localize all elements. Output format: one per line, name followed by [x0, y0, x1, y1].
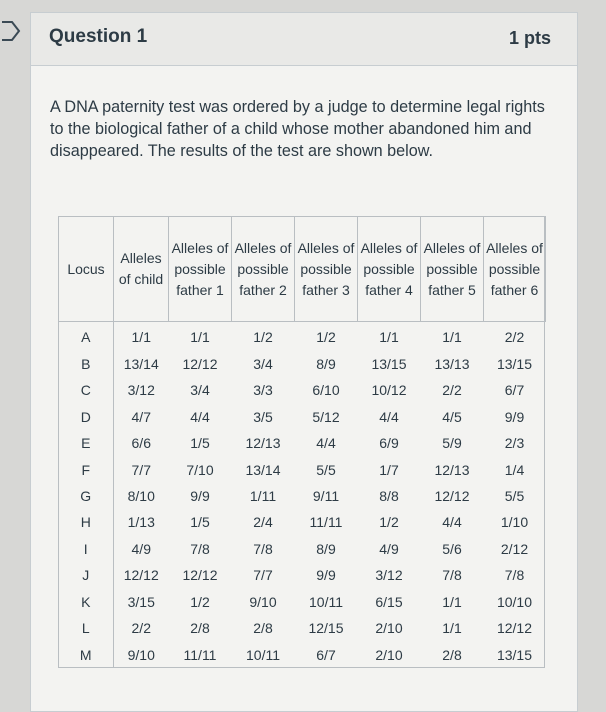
- father-3-allele-cell: 9/11: [312, 487, 340, 504]
- father-3-allele-cell: 5/12: [312, 408, 340, 425]
- father-4-allele-cell: 13/15: [371, 355, 407, 372]
- father-2-allele-cell: 3/4: [253, 355, 273, 372]
- father-1-allele-cell: 2/8: [190, 620, 210, 637]
- father-1-allele-cell: 1/2: [190, 593, 210, 610]
- locus-cell: G: [59, 483, 114, 509]
- child-allele-cell: 3/12: [127, 382, 155, 399]
- father-4-allele-cell: 3/12: [375, 567, 403, 584]
- child-allele-cell: 13/14: [123, 355, 159, 372]
- locus-cell: L: [59, 615, 114, 641]
- locus-cell: F: [59, 456, 114, 482]
- table-row: [59, 483, 546, 509]
- father-1-allele-cell: 12/12: [182, 567, 218, 584]
- father-6-allele-cell: 12/12: [496, 620, 533, 637]
- father-6-allele-cell: 2/2: [504, 329, 525, 346]
- table-row: [59, 641, 546, 668]
- father-6-allele-cell: 2/12: [500, 540, 529, 557]
- header-child: Alleles of child: [114, 217, 169, 322]
- father-1-allele-cell: 7/8: [190, 540, 210, 557]
- father-4-allele-cell: 1/2: [379, 514, 399, 531]
- father-2-allele-cell: 3/3: [253, 382, 273, 399]
- father-6-allele-cell: 1/10: [500, 514, 529, 531]
- father-5-allele-cell: 7/8: [442, 567, 462, 584]
- father-5-allele-cell: 13/13: [434, 355, 470, 372]
- table-row: [59, 456, 546, 482]
- father-4-allele-cell: 10/12: [371, 382, 407, 399]
- table-row: [59, 377, 546, 403]
- father-2-allele-cell: 2/8: [253, 620, 273, 637]
- table-row: [59, 536, 546, 562]
- father-5-allele-cell: 2/2: [442, 382, 462, 399]
- child-allele-cell: 1/13: [127, 514, 155, 531]
- father-4-allele-cell: 2/10: [375, 646, 403, 663]
- locus-cell: D: [59, 403, 114, 429]
- father-6-allele-cell: 7/8: [504, 567, 525, 584]
- father-4-allele-cell: 2/10: [375, 620, 403, 637]
- father-3-allele-cell: 6/10: [312, 382, 340, 399]
- father-1-allele-cell: 12/12: [182, 355, 218, 372]
- paternity-test-table: [58, 216, 546, 668]
- father-2-allele-cell: 1/2: [253, 329, 273, 346]
- father-5-allele-cell: 12/12: [434, 487, 470, 504]
- father-3-allele-cell: 8/9: [316, 540, 336, 557]
- father-1-allele-cell: 1/5: [190, 435, 210, 452]
- father-5-allele-cell: 2/8: [442, 646, 462, 663]
- header-father-6: Alleles of possible father 6: [484, 217, 546, 322]
- father-1-allele-cell: 3/4: [190, 382, 210, 399]
- father-6-allele-cell: 13/15: [496, 355, 533, 372]
- father-3-allele-cell: 9/9: [316, 567, 336, 584]
- locus-cell: M: [59, 641, 114, 668]
- question-title: Question 1: [49, 26, 148, 47]
- father-6-allele-cell: 2/3: [504, 435, 525, 452]
- father-2-allele-cell: 10/11: [246, 646, 280, 663]
- child-allele-cell: 4/9: [131, 540, 151, 557]
- locus-cell: C: [59, 377, 114, 403]
- table-row: [59, 589, 546, 615]
- father-1-allele-cell: 7/10: [186, 461, 214, 478]
- question-points: 1 pts: [508, 28, 551, 48]
- locus-cell: B: [59, 351, 114, 377]
- father-3-allele-cell: 12/15: [308, 620, 344, 637]
- header-father-4: Alleles of possible father 4: [358, 217, 421, 322]
- father-2-allele-cell: 3/5: [253, 408, 273, 425]
- question-text: A DNA paternity test was ordered by a judge to determine legal rights to the biological father of a child whose mother abandoned him and disappeared. The results of the test are shown below.: [50, 98, 545, 160]
- father-4-allele-cell: 4/9: [379, 540, 399, 557]
- father-1-allele-cell: 1/1: [190, 329, 210, 346]
- child-allele-cell: 9/10: [127, 646, 155, 663]
- father-5-allele-cell: 12/13: [434, 461, 470, 478]
- father-3-allele-cell: 5/5: [316, 461, 336, 478]
- locus-cell: H: [59, 509, 114, 535]
- father-5-allele-cell: 1/1: [442, 620, 462, 637]
- table-row: [59, 322, 546, 351]
- child-allele-cell: 2/2: [131, 620, 151, 637]
- header-father-3: Alleles of possible father 3: [295, 217, 358, 322]
- father-1-allele-cell: 1/5: [190, 514, 210, 531]
- father-1-allele-cell: 4/4: [190, 408, 210, 425]
- father-6-allele-cell: 10/10: [496, 593, 533, 610]
- child-allele-cell: 1/1: [131, 329, 151, 346]
- father-2-allele-cell: 7/7: [253, 567, 273, 584]
- father-3-allele-cell: 6/7: [316, 646, 336, 663]
- table-body: [59, 322, 546, 669]
- father-6-allele-cell: 5/5: [504, 487, 525, 504]
- father-5-allele-cell: 4/4: [442, 514, 462, 531]
- father-2-allele-cell: 1/11: [249, 487, 277, 504]
- locus-cell: I: [59, 536, 114, 562]
- table-row: [59, 562, 546, 588]
- father-2-allele-cell: 2/4: [253, 514, 273, 531]
- father-2-allele-cell: 12/13: [245, 435, 281, 452]
- father-1-allele-cell: 9/9: [190, 487, 210, 504]
- child-allele-cell: 3/15: [127, 593, 155, 610]
- father-5-allele-cell: 4/5: [442, 408, 462, 425]
- father-4-allele-cell: 8/8: [379, 487, 399, 504]
- father-2-allele-cell: 13/14: [245, 461, 281, 478]
- header-father-1: Alleles of possible father 1: [169, 217, 232, 322]
- father-1-allele-cell: 11/11: [183, 646, 217, 663]
- father-4-allele-cell: 1/7: [379, 461, 399, 478]
- locus-cell: J: [59, 562, 114, 588]
- locus-cell: A: [59, 322, 114, 351]
- father-3-allele-cell: 1/2: [316, 329, 336, 346]
- father-3-allele-cell: 8/9: [316, 355, 336, 372]
- father-6-allele-cell: 6/7: [504, 382, 525, 399]
- table-row: [59, 509, 546, 535]
- father-3-allele-cell: 4/4: [316, 435, 336, 452]
- table-header-row: [59, 217, 546, 322]
- father-5-allele-cell: 1/1: [442, 329, 462, 346]
- father-4-allele-cell: 1/1: [379, 329, 399, 346]
- father-6-allele-cell: 13/15: [496, 646, 533, 663]
- father-6-allele-cell: 1/4: [504, 461, 525, 478]
- header-father-5: Alleles of possible father 5: [421, 217, 484, 322]
- child-allele-cell: 6/6: [131, 435, 151, 452]
- child-allele-cell: 12/12: [123, 567, 159, 584]
- father-3-allele-cell: 10/11: [309, 593, 343, 610]
- father-2-allele-cell: 7/8: [253, 540, 273, 557]
- question-nav-arrow-icon[interactable]: [0, 20, 22, 42]
- locus-cell: E: [59, 430, 114, 456]
- table-row: [59, 615, 546, 641]
- header-locus: Locus: [59, 217, 114, 322]
- child-allele-cell: 4/7: [131, 408, 151, 425]
- father-6-allele-cell: 9/9: [504, 408, 525, 425]
- father-5-allele-cell: 1/1: [442, 593, 462, 610]
- header-father-2: Alleles of possible father 2: [232, 217, 295, 322]
- question-header: [31, 13, 577, 66]
- table-row: [59, 430, 546, 456]
- child-allele-cell: 7/7: [131, 461, 151, 478]
- table-row: [59, 351, 546, 377]
- father-2-allele-cell: 9/10: [249, 593, 277, 610]
- child-allele-cell: 8/10: [127, 487, 155, 504]
- father-3-allele-cell: 11/11: [309, 514, 343, 531]
- father-5-allele-cell: 5/9: [442, 435, 462, 452]
- father-4-allele-cell: 6/9: [379, 435, 399, 452]
- father-4-allele-cell: 6/15: [375, 593, 403, 610]
- father-5-allele-cell: 5/6: [442, 540, 462, 557]
- locus-cell: K: [59, 589, 114, 615]
- table-row: [59, 403, 546, 429]
- father-4-allele-cell: 4/4: [379, 408, 399, 425]
